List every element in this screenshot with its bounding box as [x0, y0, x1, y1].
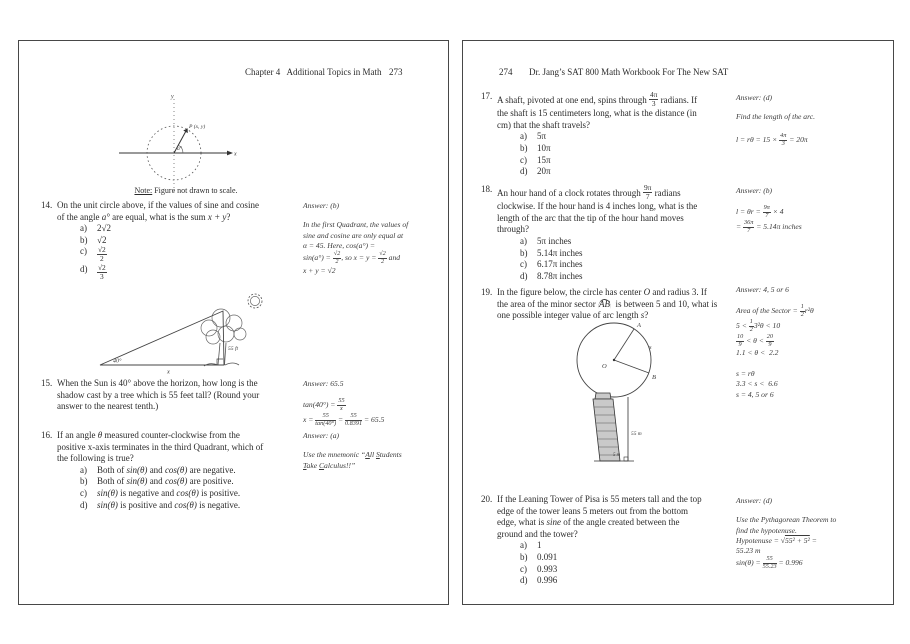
- point-B-label: B: [652, 374, 656, 381]
- text-line: shadow cast by a tree which is 55 feet tall? (Round your: [57, 389, 260, 400]
- text-line: Take Calculus!!”: [303, 460, 356, 470]
- answer-16: [303, 431, 445, 471]
- answer-explanation: [736, 112, 888, 147]
- text-line: find the hypotenuse.: [736, 525, 797, 535]
- text-line: the shaft is 15 centimeters long, what is the distance (in: [497, 108, 697, 119]
- option: [80, 223, 309, 235]
- option: [520, 552, 757, 564]
- option-text: 6.17π inches: [537, 259, 583, 270]
- option-label: b): [80, 476, 88, 487]
- text-line: s = rθ: [736, 368, 755, 378]
- text-line: A shaft, pivoted at one end, spins through $\frac{4\pi}{3}$ radians. If: [497, 90, 698, 109]
- answer-choices: [80, 465, 317, 511]
- option: [80, 500, 317, 512]
- option-text: 0.993: [537, 563, 558, 574]
- option-label: d): [80, 263, 88, 274]
- question-number: 15.: [41, 378, 53, 388]
- answer-label: Answer: (d): [736, 496, 773, 505]
- text-line: edge of the tower leans 5 meters out from the bottom: [497, 505, 688, 516]
- text-line: of the angle a° are equal, what is the sum x + y?: [57, 211, 231, 222]
- point-label: P (x, y): [189, 124, 206, 130]
- text-line: through?: [497, 224, 529, 235]
- question-text: [497, 91, 757, 131]
- answer-choices: [520, 236, 757, 282]
- question-text: [57, 430, 317, 465]
- option-text: $\frac{√2}{2}$: [98, 245, 106, 264]
- text-line: In the first Quadrant, the values of: [303, 220, 409, 230]
- option-label: a): [520, 131, 527, 142]
- answer-label: Answer: 65.5: [303, 379, 344, 388]
- text-line: 55.23 m: [736, 546, 761, 556]
- arc-s-label: s: [649, 344, 652, 351]
- answer-label: Answer: (b): [303, 201, 340, 210]
- option: [520, 271, 757, 283]
- tower-height-label: 55 m: [631, 431, 642, 437]
- text-line: s = 4, 5 or 6: [736, 389, 774, 399]
- question-text: [57, 378, 309, 413]
- text-line: sin(θ) = $\frac{55}{55.23}$ = 0.996: [736, 555, 803, 571]
- answer-choices: [520, 131, 757, 177]
- option-label: c): [520, 259, 527, 270]
- question-14: [41, 200, 309, 281]
- question-number: 18.: [481, 184, 493, 194]
- answer-label: Answer: (b): [736, 186, 773, 195]
- answer-explanation: [736, 205, 888, 234]
- option: [520, 166, 757, 178]
- option-label: c): [520, 154, 527, 165]
- option: [520, 259, 757, 271]
- option-label: b): [80, 234, 88, 245]
- option-label: b): [520, 143, 528, 153]
- answer-explanation: [736, 515, 888, 571]
- question-text: [57, 200, 309, 223]
- chapter-header: Chapter 4 Additional Topics in Math: [245, 67, 382, 77]
- text-line: Use the Pythagorean Theorem to: [736, 515, 837, 525]
- option: [80, 264, 309, 281]
- text-line: x + y = √2: [303, 265, 336, 275]
- book-title-header: Dr. Jang’s SAT 800 Math Workbook For The New SAT: [529, 67, 729, 77]
- answer-14: [303, 201, 445, 276]
- option-text: Both of sin(θ) and cos(θ) are positive.: [97, 476, 234, 487]
- sun-inner: [250, 296, 259, 305]
- option: [80, 488, 317, 500]
- text-line: cm) that the shaft travels?: [497, 119, 590, 130]
- option-label: d): [520, 166, 528, 177]
- option-text: sin(θ) is negative and cos(θ) is positive.: [97, 487, 241, 498]
- option: [520, 248, 757, 260]
- answer-15: [303, 379, 445, 428]
- point-A-label: A: [637, 322, 641, 329]
- question-18: [481, 184, 757, 282]
- option-label: c): [520, 563, 527, 574]
- center-dot: [613, 359, 615, 361]
- question-number: 16.: [41, 430, 53, 440]
- answer-19: [736, 285, 888, 400]
- text-line: When the Sun is 40° above the horizon, how long is the: [57, 378, 258, 388]
- option-text: 0.091: [537, 551, 558, 562]
- option: [520, 575, 757, 587]
- question-text: [497, 184, 757, 236]
- text-line: answer to the nearest tenth.): [57, 401, 159, 412]
- answer-choices: [80, 223, 309, 281]
- radius-OA: [614, 329, 634, 360]
- text-line: 3.3 < s < 6.6: [736, 379, 778, 389]
- answer-explanation: [303, 450, 445, 471]
- text-line: In the figure below, the circle has center O and radius 3. If: [497, 287, 707, 297]
- text-line: l = rθ = 15 × $\frac{4\pi}{3}$ = 20π: [736, 131, 808, 147]
- option-text: 5π inches: [537, 236, 572, 246]
- text-line: An hour hand of a clock rotates through $\frac{9\pi}{7}$ radians: [497, 183, 681, 202]
- tree-height-label: 55 ft: [228, 346, 239, 352]
- option-text: 2√2: [97, 223, 111, 234]
- text-line: length of the arc that the tip of the hour hand moves: [497, 212, 684, 223]
- answer-explanation: [736, 304, 888, 400]
- text-line: [736, 123, 888, 133]
- x-axis-arrow: [227, 151, 233, 156]
- question-number: 20.: [481, 494, 493, 504]
- angle-label: a°: [177, 146, 183, 152]
- question-text: [497, 287, 761, 322]
- option: [80, 246, 309, 263]
- tower-top: [595, 393, 611, 399]
- option-text: √2: [97, 234, 107, 245]
- option-text: sin(θ) is positive and cos(θ) is negative.: [97, 499, 241, 510]
- answer-17: [736, 93, 888, 148]
- center-O-label: O: [602, 363, 607, 370]
- option-text: 5.14π inches: [537, 247, 583, 258]
- page-number-left: 273: [389, 67, 403, 77]
- option-text: 20π: [537, 166, 551, 177]
- figure-note: [101, 186, 271, 197]
- option: [520, 143, 757, 155]
- shadow-length-label: x: [167, 368, 170, 376]
- answer-label: Answer: (a): [303, 431, 340, 440]
- question-19: [481, 287, 761, 322]
- option-label: c): [80, 246, 87, 257]
- option-text: 8.78π inches: [537, 270, 583, 281]
- option-text: Both of sin(θ) and cos(θ) are negative.: [97, 464, 236, 475]
- right-page: [462, 40, 894, 605]
- text-line: Use the mnemonic “All Students: [303, 450, 402, 460]
- text-line: one possible integer value of arc length s?: [497, 310, 649, 321]
- question-20: [481, 494, 757, 587]
- text-line: 5 < $\frac{1}{2}$ 3²θ < 10: [736, 317, 781, 333]
- text-line: If an angle θ measured counter-clockwise from the: [57, 430, 240, 440]
- answer-explanation: [303, 398, 445, 427]
- option: [520, 131, 757, 143]
- option: [520, 155, 757, 167]
- question-number: 17.: [481, 91, 493, 101]
- answer-label: Answer: 4, 5 or 6: [736, 285, 789, 294]
- option: [80, 465, 317, 477]
- question-text: [497, 494, 757, 540]
- option: [80, 235, 309, 247]
- left-page: [18, 40, 449, 605]
- text-line: clockwise. If the hour hand is 4 inches long, what is the: [497, 201, 698, 212]
- option-label: a): [80, 464, 87, 475]
- shadow-triangle: [100, 311, 224, 365]
- y-axis-label: y: [171, 94, 174, 100]
- option-text: 15π: [537, 154, 551, 165]
- tree-shadow-figure: [89, 289, 279, 381]
- question-15: [41, 378, 309, 413]
- page-number-right: 274: [499, 67, 513, 77]
- option-label: d): [520, 270, 528, 281]
- option-text: $\frac{√2}{3}$: [98, 262, 106, 281]
- option-label: a): [520, 540, 527, 551]
- text-line: the following is true?: [57, 453, 134, 464]
- option-label: b): [520, 247, 528, 258]
- text-line: l = θr = $\frac{9\pi}{7}$ × 4: [736, 204, 784, 220]
- option-label: a): [520, 236, 527, 246]
- answer-explanation: [303, 220, 445, 276]
- option-text: 1: [537, 540, 542, 551]
- tower-offset-label: 5 m: [613, 453, 621, 458]
- text-line: Area of the Sector = $\frac{1}{2}$ r²θ: [736, 303, 814, 319]
- leaning-tower-figure: [586, 393, 671, 473]
- text-line: = $\frac{36\pi}{7}$ = 5.14π inches: [736, 218, 802, 234]
- text-line: positive x-axis terminates in the third Quadrant, which of: [57, 441, 264, 452]
- text-line: [736, 359, 888, 369]
- option-label: c): [80, 487, 87, 498]
- right-angle-mark: [624, 457, 628, 461]
- text-line: the area of the minor sector AB is between 5 and 10, what is: [497, 298, 718, 309]
- text-line: α = 45. Here, cos(a°) =: [303, 240, 376, 250]
- answer-choices: [520, 540, 757, 586]
- text-line: Note: Figure not drawn to scale.: [134, 186, 238, 195]
- text-line: sine and cosine are only equal at: [303, 230, 404, 240]
- unit-circle-figure: [99, 91, 244, 201]
- text-line: edge, what is sine of the angle created between the: [497, 517, 680, 528]
- option-label: d): [80, 499, 88, 510]
- question-17: [481, 91, 757, 178]
- option-label: d): [520, 575, 528, 586]
- option-text: 10π: [537, 143, 551, 153]
- answer-20: [736, 496, 888, 571]
- text-line: x = $\frac{55}{\tan(40^\circ)}$ = $\frac{55}{0.8391}$ = 65.5: [303, 411, 385, 427]
- text-line: On the unit circle above, if the values of sine and cosine: [57, 200, 259, 210]
- question-number: 19.: [481, 287, 493, 297]
- text-line: 1.1 < θ < 2.2: [736, 348, 779, 358]
- answer-label: Answer: (d): [736, 93, 773, 102]
- option: [520, 236, 757, 248]
- text-line: sin(a°) = $\frac{√2}{2}$ , so x = y = $\frac{√2}{2}$ and: [303, 250, 401, 266]
- option: [520, 564, 757, 576]
- x-axis-label: x: [234, 151, 237, 158]
- question-number: 14.: [41, 200, 53, 210]
- option: [80, 476, 317, 488]
- option-label: b): [520, 551, 528, 562]
- option-text: 0.996: [537, 575, 558, 586]
- tower-body: [593, 399, 620, 461]
- text-line: tan(40°) = $\frac{55}{x}$: [303, 397, 345, 413]
- sun-angle-label: 40°: [113, 358, 122, 365]
- text-line: ground and the tower?: [497, 528, 578, 539]
- text-line: Hypotenuse = √55² + 5² =: [736, 535, 817, 545]
- text-line: Find the length of the arc.: [736, 112, 816, 122]
- answer-18: [736, 186, 888, 235]
- question-16: [41, 430, 317, 511]
- option-label: a): [80, 223, 87, 234]
- text-line: $\frac{10}{9}$ < θ < $\frac{20}{9}$: [737, 332, 774, 348]
- option: [520, 540, 757, 552]
- option-text: 5π: [537, 131, 547, 142]
- radius-OB: [614, 360, 649, 373]
- text-line: If the Leaning Tower of Pisa is 55 meters tall and the top: [497, 494, 702, 504]
